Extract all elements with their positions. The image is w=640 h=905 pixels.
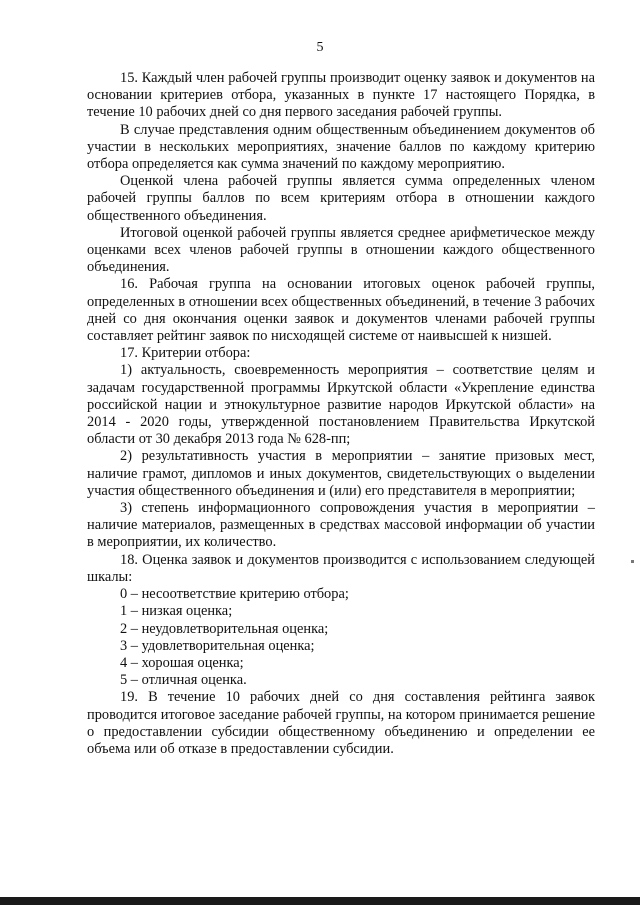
criterion-3: 3) степень информационного сопровождения участия в мероприятии – наличие материалов, размещенных в средствах массовой информации об участии в мероприятии, их количество.	[87, 500, 595, 551]
paragraph-multiple-events: В случае представления одним общественным объединением документов об участии в нескольких мероприятиях, значение баллов по каждому критерию отбора определяется как сумма значений по каждому мероприятию.	[87, 121, 595, 173]
scale-item-1: 1 – низкая оценка;	[120, 603, 233, 620]
scan-bottom-edge	[0, 897, 640, 905]
page-number: 5	[316, 40, 324, 55]
paragraph-18: 18. Оценка заявок и документов производится с использованием следующей шкалы:	[87, 551, 595, 585]
document-body	[87, 70, 595, 758]
paragraph-final-score: Итоговой оценкой рабочей группы является среднее арифметическое между оценками всех членов рабочей группы в отношении каждого общественного объединения.	[87, 224, 595, 276]
scan-speck	[631, 560, 634, 563]
paragraph-15: 15. Каждый член рабочей группы производит оценку заявок и документов на основании критериев отбора, указанных в пункте 17 настоящего Порядка, в течение 10 рабочих дней со дня первого заседания рабочей группы.	[87, 70, 595, 121]
scale-item-3: 3 – удовлетворительная оценка;	[120, 637, 315, 654]
scale-item-2: 2 – неудовлетворительная оценка;	[120, 620, 329, 637]
criterion-1: 1) актуальность, своевременность мероприятия – соответствие целям и задачам государственной программы Иркутской области «Укрепление единства российской нации и этнокультурное развитие народов Иркутской области» на 2014 - 2020 годы, утвержденной постановлением Правительства Иркутской области от 30 декабря 2013 года № 628-пп;	[87, 362, 595, 448]
paragraph-17-heading: 17. Критерии отбора:	[120, 345, 251, 362]
criterion-2: 2) результативность участия в мероприятии – занятие призовых мест, наличие грамот, дипломов и иных документов, свидетельствующих о выделении участия общественного объединения и (или) его представителя в мероприятии;	[87, 448, 595, 499]
paragraph-16: 16. Рабочая группа на основании итоговых оценок рабочей группы, определенных в отношении всех общественных объединений, в течение 3 рабочих дней со дня окончания оценки заявок и документов членами рабочей группы составляет рейтинг заявок по нисходящей системе от наивысшей к низшей.	[87, 276, 596, 345]
scale-item-4: 4 – хорошая оценка;	[120, 654, 244, 671]
paragraph-19: 19. В течение 10 рабочих дней со дня составления рейтинга заявок проводится итоговое заседание рабочей группы, на котором принимается решение о предоставлении субсидии общественному объединению и определении ее объема или об отказе в предоставлении субсидии.	[87, 689, 595, 757]
paragraph-member-score: Оценкой члена рабочей группы является сумма определенных членом рабочей группы баллов по всем критериям отбора в отношении каждого общественного объединения.	[87, 173, 595, 224]
scale-item-5: 5 – отличная оценка.	[120, 672, 247, 689]
scale-item-0: 0 – несоответствие критерию отбора;	[120, 586, 349, 603]
